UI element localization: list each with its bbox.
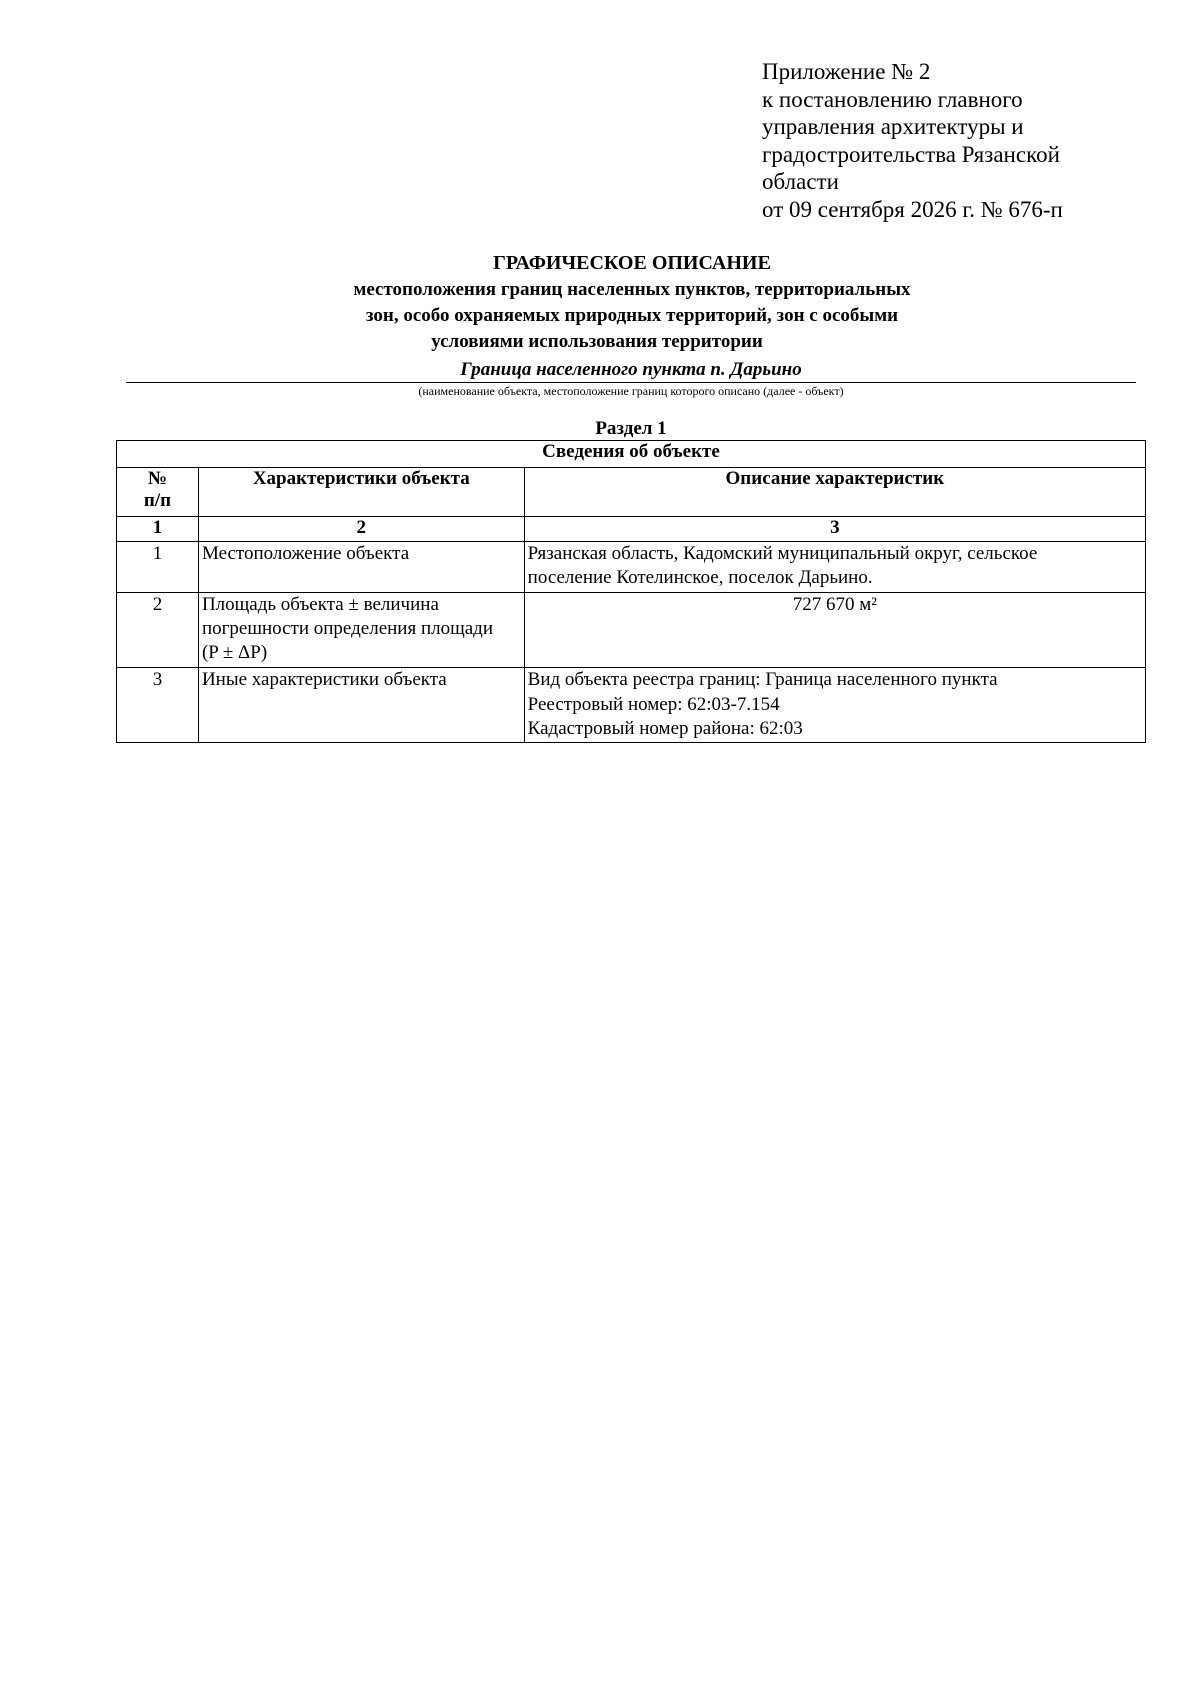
appendix-line: области: [762, 169, 839, 194]
document-title: ГРАФИЧЕСКОЕ ОПИСАНИЕ: [493, 252, 771, 274]
row-num: 2: [117, 593, 199, 668]
characteristic-line: погрешности определения площади: [201, 618, 493, 639]
characteristic-line: (P ± ΔP): [201, 642, 268, 663]
appendix-date-line: от 09 сентября 2026 г. № 676-п: [762, 196, 1063, 222]
column-number: 1: [117, 517, 199, 542]
appendix-line: Приложение № 2: [762, 59, 931, 84]
header-characteristic: Характеристики объекта: [198, 468, 524, 517]
description-line: Кадастровый номер района: 62:03: [527, 718, 803, 739]
object-name-caption: (наименование объекта, местоположение границ которого описано (далее - объект): [418, 384, 844, 398]
document-title-block: [126, 250, 1138, 355]
row-description-area: 727 670 м²: [524, 593, 1145, 668]
row-description: [524, 668, 1145, 743]
table-header-row: [117, 468, 1146, 517]
table-caption: Сведения об объекте: [117, 441, 1146, 468]
characteristic-line: Площадь объекта ± величина: [201, 594, 439, 615]
appendix-line: к постановлению главного: [762, 86, 1023, 112]
column-number-row: [117, 517, 1146, 542]
document-subtitle-line: условиями использования территории: [431, 331, 763, 352]
section-title: Раздел 1: [595, 418, 667, 439]
description-line: Реестровый номер: 62:03-7.154: [527, 693, 780, 715]
row-characteristic: [198, 593, 524, 668]
column-number: 2: [198, 517, 524, 542]
row-description: [524, 542, 1145, 593]
table-row: [117, 668, 1146, 743]
object-name: Граница населенного пункта п. Дарьино: [126, 358, 1136, 383]
description-line: Рязанская область, Кадомский муниципальный округ, сельское: [527, 543, 1038, 564]
description-line: Вид объекта реестра границ: Граница населенного пункта: [527, 669, 998, 690]
appendix-line: градостроительства Рязанской: [762, 141, 1060, 167]
table-row: [117, 542, 1146, 593]
table-row: [117, 593, 1146, 668]
header-description: Описание характеристик: [524, 468, 1145, 517]
object-info-table: [116, 440, 1146, 743]
description-line: поселение Котелинское, поселок Дарьино.: [527, 567, 873, 588]
row-characteristic: Местоположение объекта: [198, 542, 524, 593]
row-num: 1: [117, 542, 199, 593]
header-num: [117, 468, 199, 517]
document-subtitle-line: местоположения границ населенных пунктов, территориальных: [353, 279, 911, 300]
document-subtitle-line: зон, особо охраняемых природных территорий, зон с особыми: [365, 305, 899, 326]
header-num-label: № п/п: [143, 468, 172, 511]
column-number: 3: [524, 517, 1145, 542]
row-characteristic: Иные характеристики объекта: [198, 668, 524, 743]
appendix-header: [762, 58, 1142, 223]
row-num: 3: [117, 668, 199, 743]
table-caption-row: [117, 441, 1146, 468]
appendix-line: управления архитектуры и: [762, 114, 1024, 139]
